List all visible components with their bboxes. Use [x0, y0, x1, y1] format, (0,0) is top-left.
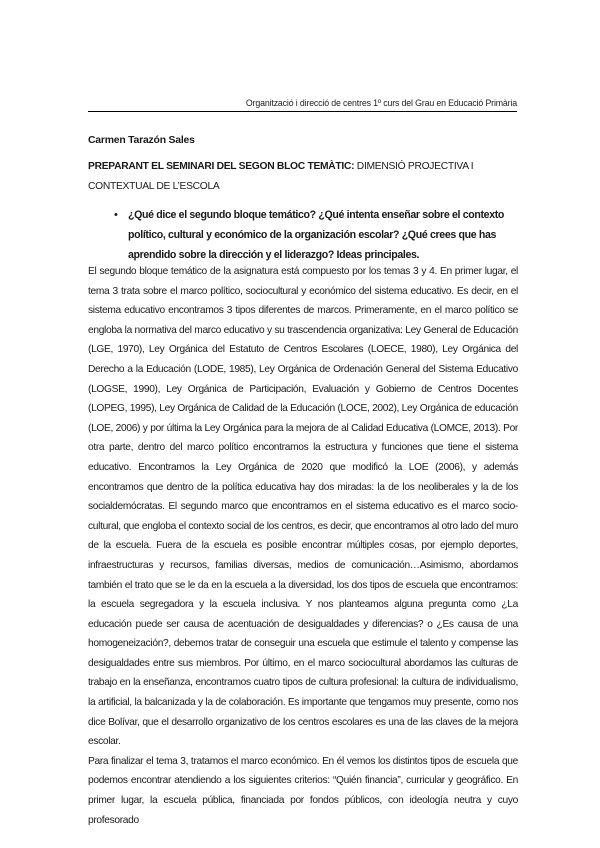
paragraph: El segundo bloque temático de la asignatura está compuesto por los temas 3 y 4. En primer lugar, el tema 3 trata sobre el marco político, sociocultural y económico del sistema educativo. Es decir, en el sistema educativo encontramos 3 tipos diferentes de marcos. Primeramente, en el marco político se engloba la normativa del marco educativo y su trascendencia organizativa: Ley General de Educación (LGE, 1970), Ley Orgánica del Estatuto de Centros Escolares (LOECE, 1980), Ley Orgánica del Derecho a la Educación (LODE, 1985), Ley Orgánica de Ordenación General del Sistema Educativo (LOGSE, 1990), Ley Orgánica de Participación, Evaluación y Gobierno de Centros Docentes (LOPEG, 1995), Ley Orgánica de Calidad de la Educación (LOCE, 2002), Ley Orgánica de educación (LOE, 2006) y por última la Ley Orgánica para la mejora de al Calidad Educativa (LOMCE, 2013). Por otra parte, dentro del marco político encontramos la estructura y funciones que tiene el sistema educativo. Encontramos la Ley Orgánica de 2020 que modificó la LOE (2006), y además encontramos que dentro de la política educativa hay dos miradas: la de los neoliberales y la de los socialdemócratas. El segundo marco que encontramos en el sistema educativo es el marco socio-cultural, que engloba el contexto social de los centros, es decir, que encontramos al otro lado del muro de la escuela. Fuera de la escuela es posible encontrar múltiples cosas, por ejemplo deportes, infraestructuras y recursos, familias diversas, medios de comunicación…Asimismo, abordamos también el trato que se le da en la escuela a la diversidad, los dos tipos de escuela que encontramos: la escuela segregadora y la escuela inclusiva. Y nos planteamos alguna pregunta como ¿La educación puede ser causa de acentuación de desigualdades y diferencias? o ¿Es causa de una homogeneización?, debemos tratar de conseguir una escuela que estimule el talento y compense las desigualdades entre sus miembros. Por último, en el marco sociocultural abordamos las culturas de trabajo en la enseñanza, encontramos cuatro tipos de cultura profesional: la cultura de individualismo, la artificial, la balcanizada y la de colaboración. Es importante que tengamos muy presente, como nos dice Bolívar, que el desarrollo organizativo de los centros escolares es una de las claves de la mejora escolar.	[88, 266, 518, 748]
assignment-heading	[88, 157, 518, 197]
body-text	[88, 262, 518, 830]
paragraph: Para finalizar el tema 3, tratamos el marco económico. En él vemos los distintos tipos de escuela que podemos encontrar atendiendo a los siguientes criterios: “Quién financia”, curricular y geográfico. En primer lugar, la escuela pública, financiada por fondos públicos, con ideología neutra y cuyo profesorado	[88, 755, 518, 826]
guiding-question: ¿Qué dice el segundo bloque temático? ¿Qué intenta enseñar sobre el contexto político, cultural y económico de la organización escolar? ¿Qué crees que has aprendido sobre la dirección y el liderazgo? Ideas principales.	[128, 209, 505, 261]
bullet-icon: •	[114, 209, 118, 221]
author-name: Carmen Tarazón Sales	[88, 135, 195, 146]
assignment-heading-subtitle: DIMENSIÓ PROJECTIVA I CONTEXTUAL DE L’ESCOLA	[88, 161, 474, 192]
assignment-heading-bold: PREPARANT EL SEMINARI DEL SEGON BLOC TEMÀTIC:	[88, 161, 355, 172]
running-header: Organització i direcció de centres 1º curs del Grau en Educació Primària	[88, 98, 517, 112]
